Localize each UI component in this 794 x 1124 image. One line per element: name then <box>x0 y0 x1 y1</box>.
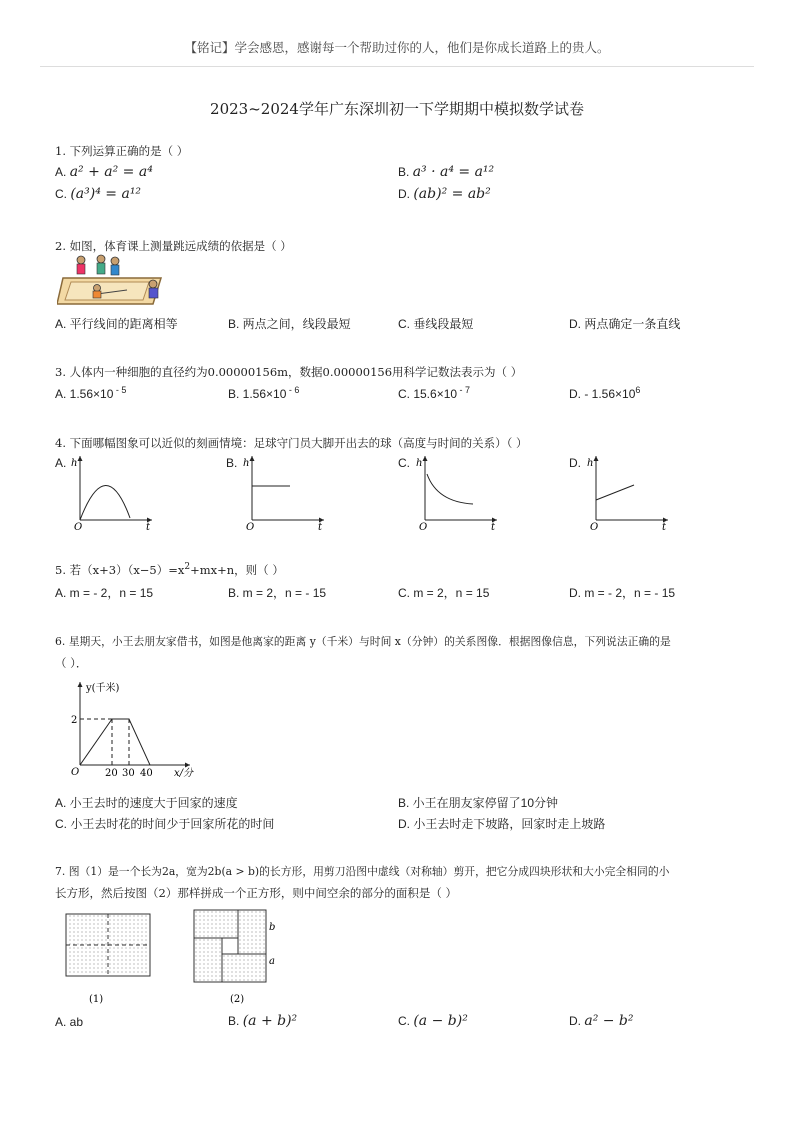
q5-stem <box>55 562 284 578</box>
q4-c-t: t <box>491 522 496 532</box>
q3-option-b[interactable] <box>228 385 299 401</box>
q3-d-exp: 6 <box>635 385 641 395</box>
q4-a-o: O <box>74 522 83 532</box>
q7-fig2-caption: (2) <box>230 994 245 1005</box>
q7-option-d[interactable] <box>569 1013 634 1029</box>
q1-b-label: B. <box>398 165 410 179</box>
q7-label-a: a <box>269 956 275 967</box>
q7-option-b[interactable] <box>228 1013 297 1029</box>
page-title: 2023~2024学年广东深圳初一下学期期中模拟数学试卷 <box>210 100 584 118</box>
header-divider <box>40 66 754 67</box>
q4-graph-b[interactable] <box>240 452 330 532</box>
q3-stem: 3. 人体内一种细胞的直径约为0.00000156m，数据0.00000156用科学记数法表示为（ ） <box>55 365 523 379</box>
q2-option-c[interactable]: C. 垂线段最短 <box>398 317 474 331</box>
q7-c-expr: (a − b)² <box>413 1013 468 1029</box>
q4-b-h: h <box>243 458 250 469</box>
q4-a-h: h <box>71 458 78 469</box>
q4-graph-d[interactable] <box>584 452 674 532</box>
q7-figure-2 <box>190 906 290 1010</box>
q6-stem-line1: 6. 星期天，小王去朋友家借书，如图是他离家的距离 y（千米）与时间 x（分钟）的关系图像．根据图像信息，下列说法正确的是 <box>55 635 671 648</box>
q7-b-label: B. <box>228 1014 240 1028</box>
q4-d-t: t <box>662 522 667 532</box>
q6-xtick-40: 40 <box>140 768 153 779</box>
q4-graph-a[interactable] <box>68 452 158 532</box>
q4-label-c[interactable]: C. <box>398 456 410 470</box>
q1-option-b[interactable] <box>398 164 494 180</box>
q3-c-exp: - 7 <box>457 385 471 395</box>
q5-stem-post: +mx+n，则（ ） <box>190 563 284 577</box>
q6-option-a[interactable]: A. 小王去时的速度大于回家的速度 <box>55 796 238 810</box>
q7-stem-line2: 长方形，然后按图（2）那样拼成一个正方形，则中间空余的部分的面积是（ ） <box>55 886 457 900</box>
q7-d-label: D. <box>569 1014 581 1028</box>
q3-d-base: D. - 1.56×10 <box>569 387 636 401</box>
q4-d-h: h <box>587 458 594 469</box>
q7-option-c[interactable] <box>398 1013 468 1029</box>
q7-stem-line1: 7. 图（1）是一个长为2a，宽为2b(a > b)的长方形，用剪刀沿图中虚线（对称轴）剪开，把它分成四块形状和大小完全相同的小 <box>55 865 670 878</box>
q4-label-b[interactable]: B. <box>226 456 238 470</box>
q3-a-exp: - 5 <box>113 385 127 395</box>
q2-option-d[interactable]: D. 两点确定一条直线 <box>569 317 681 331</box>
q1-d-label: D. <box>398 187 410 201</box>
q7-label-b: b <box>269 922 276 933</box>
q4-c-o: O <box>419 522 428 532</box>
q1-option-a[interactable] <box>55 164 153 180</box>
q6-ytick-2: 2 <box>71 715 78 726</box>
q4-graph-c[interactable] <box>413 452 503 532</box>
q4-d-o: O <box>590 522 599 532</box>
q6-distance-time-graph[interactable] <box>60 678 200 782</box>
q6-xlabel: x/分 <box>174 768 194 779</box>
q3-b-base: B. 1.56×10 <box>228 387 287 401</box>
q3-b-exp: - 6 <box>286 385 300 395</box>
q5-option-a[interactable]: A. m = - 2，n = 15 <box>55 586 154 600</box>
q4-b-o: O <box>246 522 255 532</box>
q4-label-d[interactable]: D. <box>569 456 581 470</box>
q6-option-b[interactable]: B. 小王在朋友家停留了10分钟 <box>398 796 559 810</box>
q5-option-b[interactable]: B. m = 2，n = - 15 <box>228 586 327 600</box>
q4-c-h: h <box>416 458 423 469</box>
q3-option-c[interactable] <box>398 385 470 401</box>
q7-option-a[interactable]: A. ab <box>55 1015 84 1029</box>
q5-option-c[interactable]: C. m = 2，n = 15 <box>398 586 490 600</box>
q6-stem-line2: （ ）． <box>55 656 88 670</box>
q3-a-base: A. 1.56×10 <box>55 387 114 401</box>
q6-origin: O <box>71 767 80 778</box>
q4-b-t: t <box>318 522 323 532</box>
q1-stem: 1. 下列运算正确的是（ ） <box>55 144 189 158</box>
q7-c-label: C. <box>398 1014 410 1028</box>
q1-a-label: A. <box>55 165 67 179</box>
q3-c-base: C. 15.6×10 <box>398 387 458 401</box>
q1-a-expr: a² + a² = a⁴ <box>69 164 153 180</box>
q1-d-expr: (ab)² = ab² <box>413 186 491 202</box>
q3-option-a[interactable] <box>55 385 126 401</box>
q1-option-d[interactable] <box>398 186 491 202</box>
q5-stem-exp: 2 <box>184 562 191 573</box>
q1-option-c[interactable] <box>55 186 141 202</box>
q7-b-expr: (a + b)² <box>242 1013 298 1029</box>
q6-option-d[interactable]: D. 小王去时走下坡路，回家时走上坡路 <box>398 817 606 831</box>
q1-b-expr: a³ · a⁴ = a¹² <box>412 164 495 180</box>
q4-label-a[interactable]: A. <box>55 456 67 470</box>
q4-stem: 4. 下面哪幅图象可以近似的刻画情境：足球守门员大脚开出去的球（高度与时间的关系）（ ） <box>55 436 528 450</box>
q1-c-label: C. <box>55 187 67 201</box>
q4-a-t: t <box>146 522 151 532</box>
q2-option-b[interactable]: B. 两点之间，线段最短 <box>228 317 351 331</box>
q1-c-expr: (a³)⁴ = a¹² <box>70 186 142 202</box>
q7-d-expr: a² − b² <box>584 1013 634 1029</box>
q7-figure-1 <box>60 906 160 1010</box>
q6-ylabel: y(千米) <box>86 683 120 694</box>
header-motto: 【铭记】学会感恩，感谢每一个帮助过你的人，他们是你成长道路上的贵人。 <box>184 40 610 55</box>
q5-stem-pre: 5. 若（x+3）（x−5）=x <box>55 563 185 577</box>
q7-fig1-caption: (1) <box>89 994 104 1005</box>
q2-stem: 2. 如图，体育课上测量跳远成绩的依据是（ ） <box>55 239 292 253</box>
q2-option-a[interactable]: A. 平行线间的距离相等 <box>55 317 178 331</box>
q5-option-d[interactable]: D. m = - 2，n = - 15 <box>569 586 676 600</box>
long-jump-illustration <box>57 252 167 310</box>
q6-xtick-20: 20 <box>105 768 118 779</box>
q6-option-c[interactable]: C. 小王去时花的时间少于回家所花的时间 <box>55 817 275 831</box>
q6-xtick-30: 30 <box>122 768 135 779</box>
q3-option-d[interactable] <box>569 385 640 401</box>
